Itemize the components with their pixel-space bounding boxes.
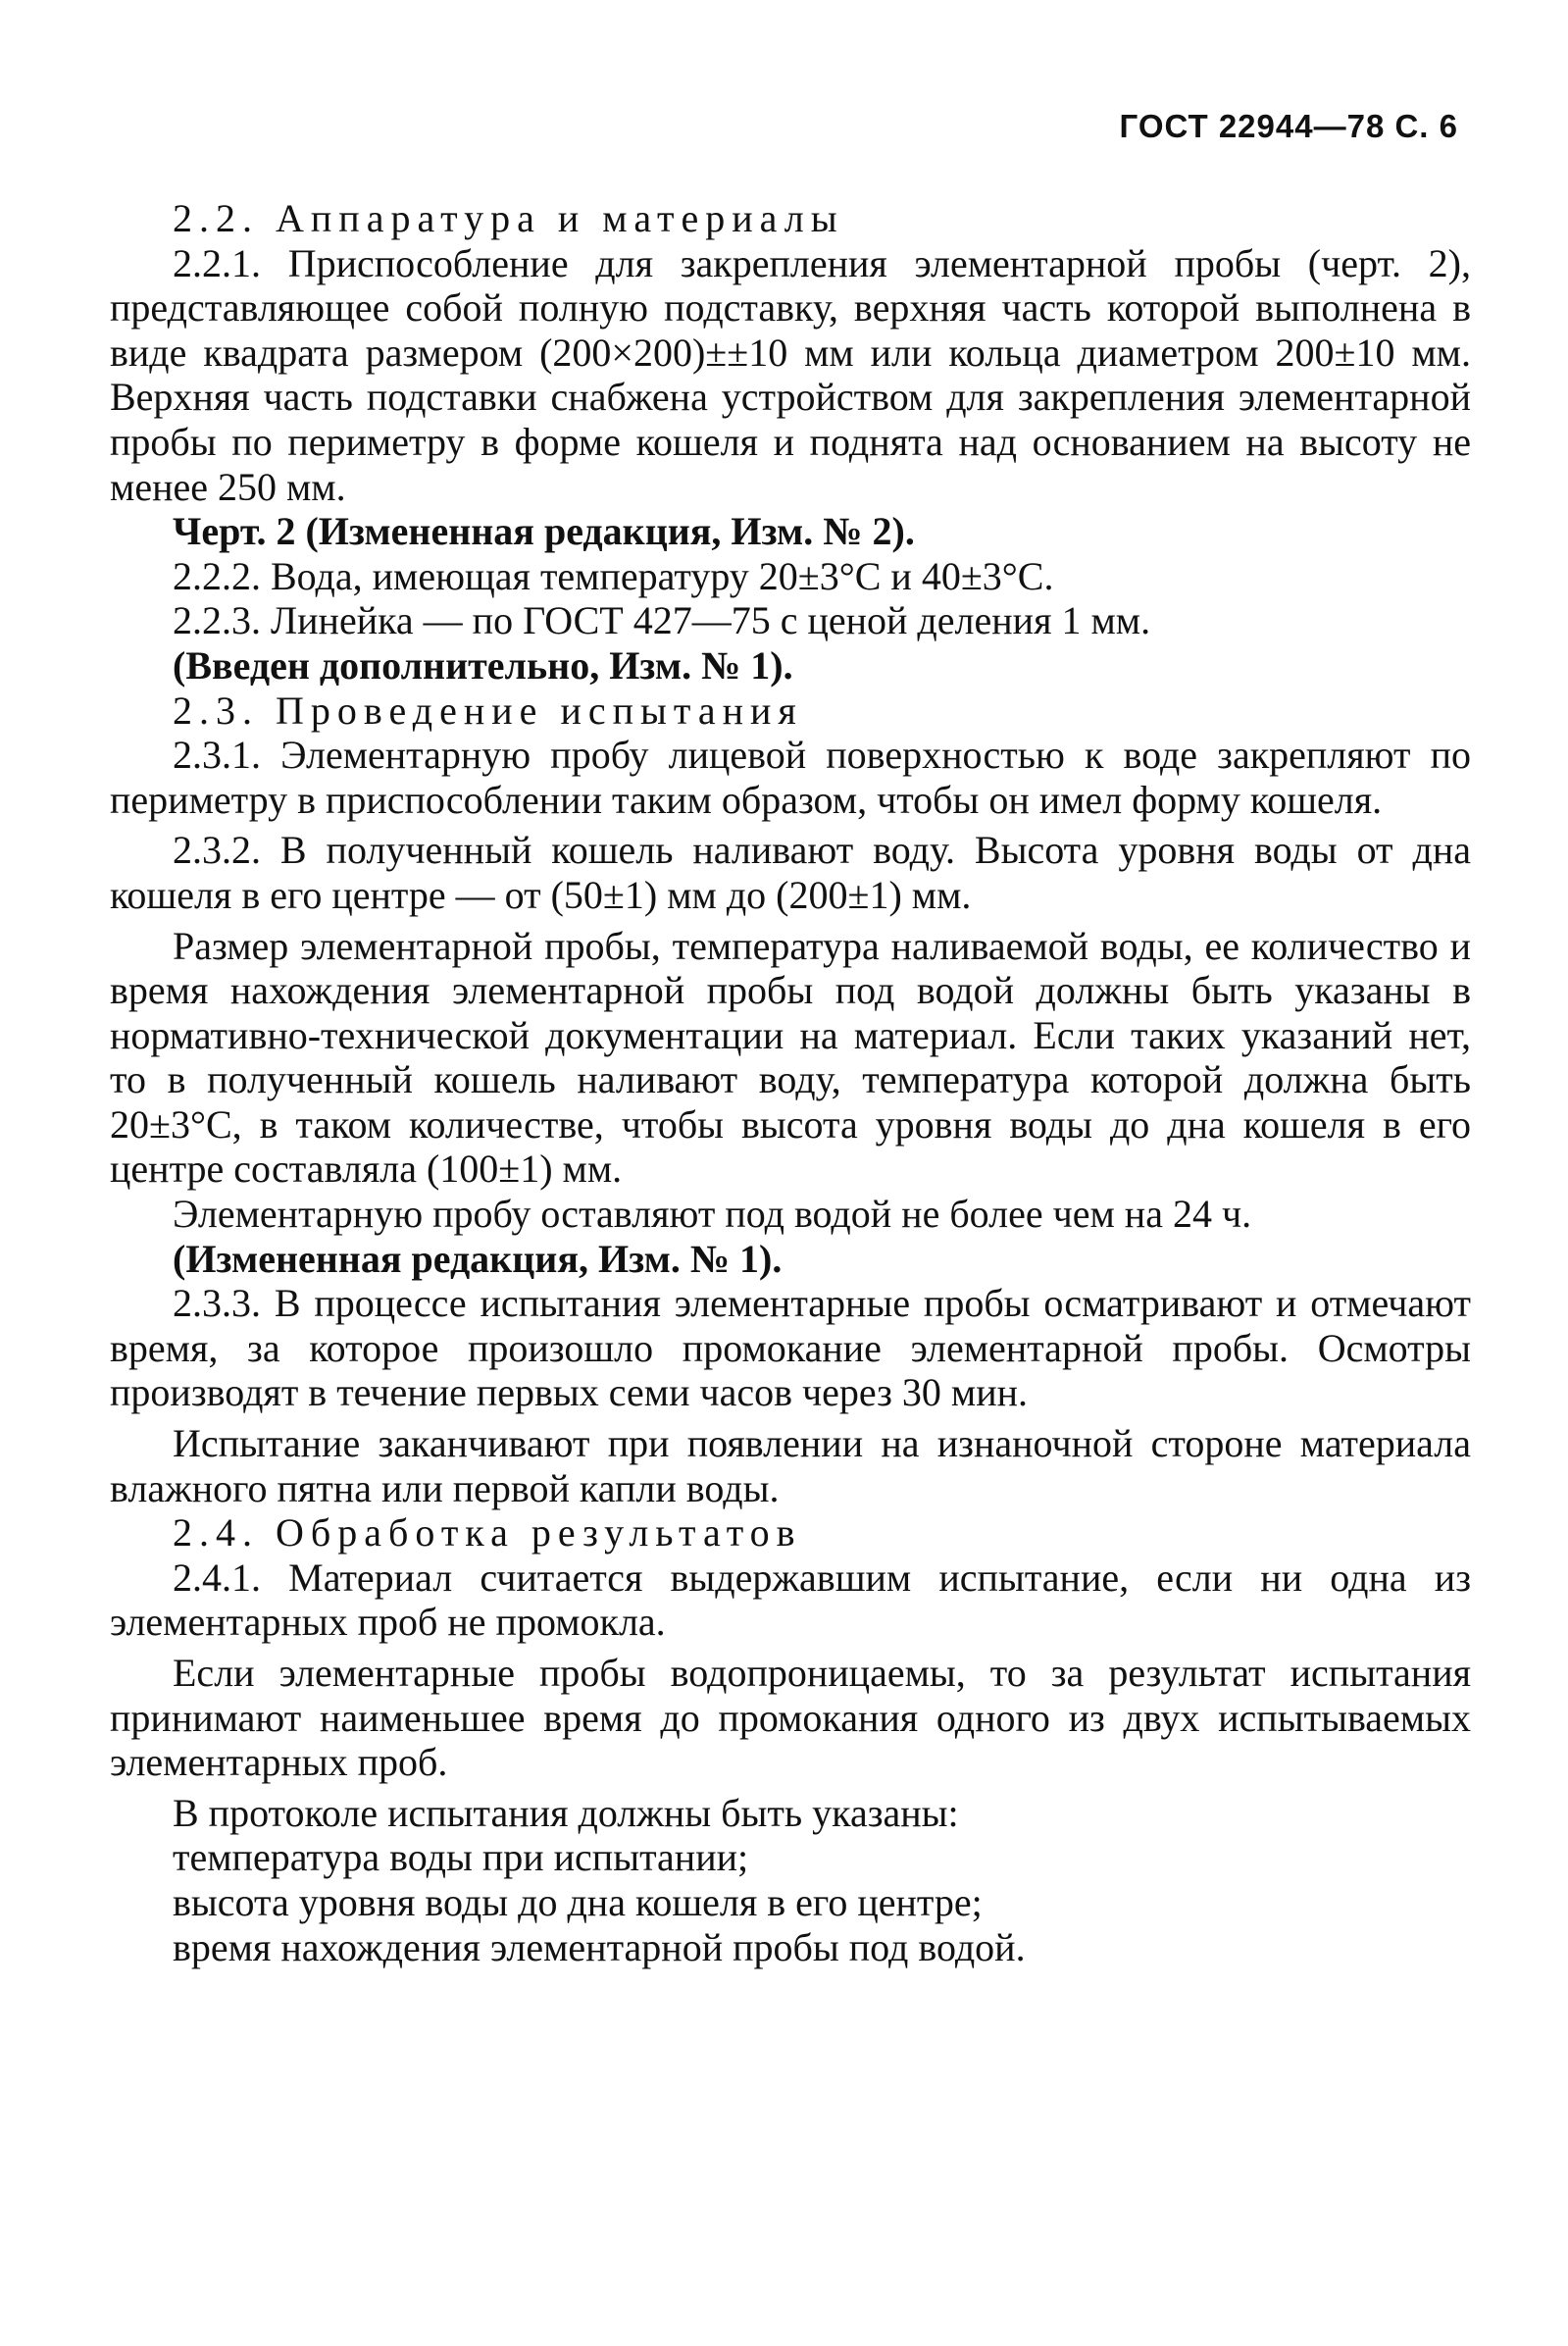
section-heading-testing: 2.3. Проведение испытания [173,688,803,733]
paragraph: В протоколе испытания должны быть указаны: [173,1790,959,1835]
paragraph-2-3-1: 2.3.1. Элементарную пробу лицевой поверхностью к воде закрепляют по периметру в приспособлении таким образом, чтобы он имел форму кошеля. [110,733,1471,822]
paragraph-2-3-3: 2.3.3. В процессе испытания элементарные пробы осматривают и отмечают время, за которое произошло промокание элементарной пробы. Осмотры производят в течение первых семи часов через 30 мин. [110,1281,1471,1415]
list-item: время нахождения элементарной пробы под водой. [173,1924,1026,1969]
amendment-note: (Введен дополнительно, Изм. № 1). [173,642,793,688]
amendment-note: (Измененная редакция, Изм. № 1). [173,1236,783,1281]
paragraph: Размер элементарной пробы, температура наливаемой воды, ее количество и время нахождения элементарной пробы под водой должны быть указаны в нормативно-технической документации на материал. Если таких указаний нет, то в полученный кошель наливают воду, температура которой должна быть 20±3°С, в таком количестве, чтобы высота уровня воды до дна кошеля в его центре составляла (100±1) мм. [110,923,1471,1192]
amendment-note: Черт. 2 (Измененная редакция, Изм. № 2). [173,509,915,554]
paragraph: Элементарную пробу оставляют под водой не более чем на 24 ч. [173,1192,1252,1237]
paragraph-2-2-3: 2.2.3. Линейка — по ГОСТ 427—75 с ценой деления 1 мм. [173,598,1151,643]
paragraph-2-2-2: 2.2.2. Вода, имеющая температуру 20±3°С и 40±3°С. [173,553,1054,598]
paragraph-2-4-1: 2.4.1. Материал считается выдержавшим испытание, если ни одна из элементарных проб не промокла. [110,1555,1471,1645]
paragraph: Испытание заканчивают при появлении на изнаночной стороне материала влажного пятна или первой капли воды. [110,1421,1471,1510]
section-heading-results: 2.4. Обработка результатов [173,1510,802,1556]
document-body [110,196,1471,1969]
paragraph: Если элементарные пробы водопроницаемы, то за результат испытания принимают наименьшее время до промокания одного из двух испытываемых элементарных проб. [110,1651,1471,1785]
running-header: ГОСТ 22944—78 С. 6 [1119,108,1458,144]
paragraph-2-3-2: 2.3.2. В полученный кошель наливают воду. Высота уровня воды от дна кошеля в его центре — от (50±1) мм до (200±1) мм. [110,828,1471,917]
paragraph-2-2-1: 2.2.1. Приспособление для закрепления элементарной пробы (черт. 2), представляющее собой полную подставку, верхняя часть которой выполнена в виде квадрата размером (200×200)±±10 мм или кольца диаметром 200±10 мм. Верхняя часть подставки снабжена устройством для закрепления элементарной пробы по периметру в форме кошеля и поднята над основанием на высоту не менее 250 мм. [110,240,1471,509]
section-heading-apparatus: 2.2. Аппаратура и материалы [173,196,844,240]
list-item: высота уровня воды до дна кошеля в его центре; [173,1879,983,1924]
list-item: температура воды при испытании; [173,1835,749,1880]
